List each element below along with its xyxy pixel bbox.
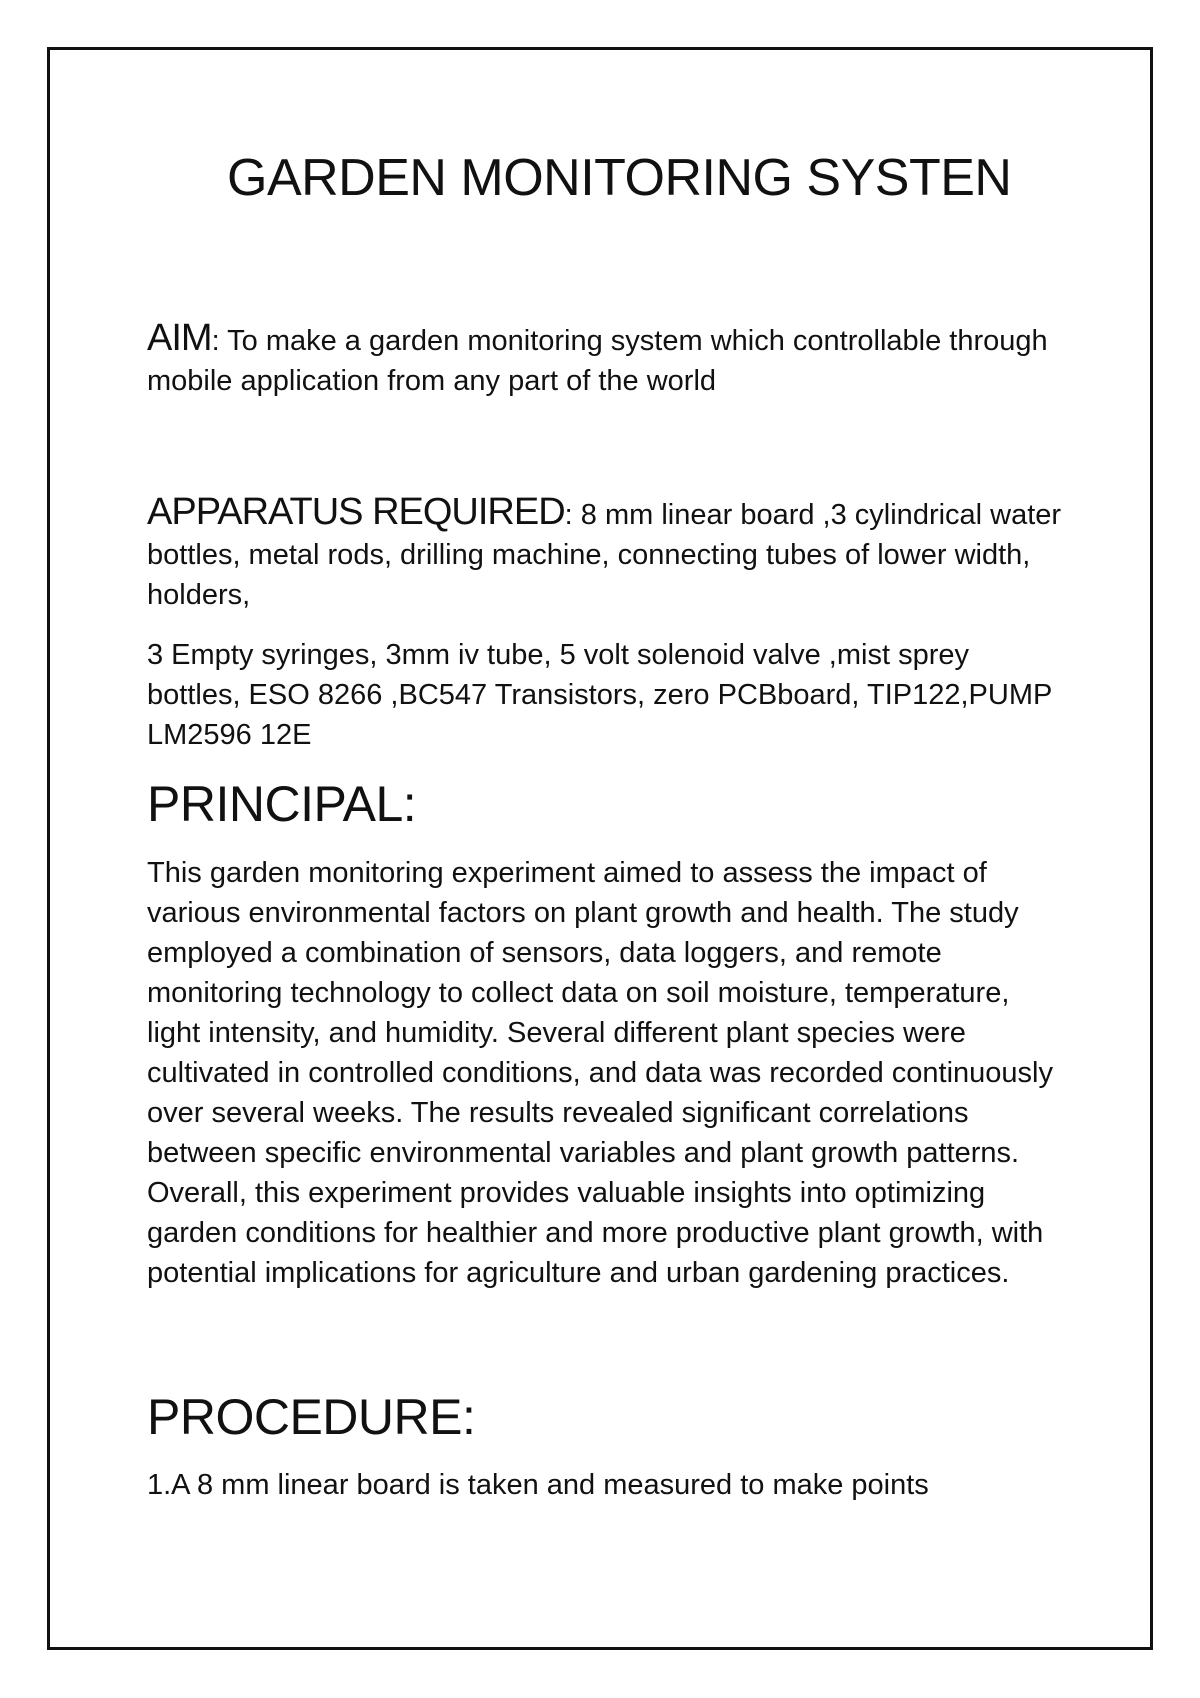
aim-text: : To make a garden monitoring system which controllable through mobile application from any part of the world <box>147 325 1048 397</box>
aim-paragraph <box>147 318 1067 401</box>
document-title: GARDEN MONITORING SYSTEN <box>227 149 1012 207</box>
apparatus-label: APPARATUS REQUIRED <box>147 491 565 533</box>
apparatus-paragraph-2: 3 Empty syringes, 3mm iv tube, 5 volt solenoid valve ,mist sprey bottles, ESO 8266 ,BC547 Transistors, zero PCBboard, TIP122,PUMP LM2596 12E <box>147 639 1052 751</box>
procedure-step-1: 1.A 8 mm linear board is taken and measured to make points <box>147 1469 929 1501</box>
aim-label: AIM <box>147 317 212 359</box>
apparatus-paragraph <box>147 492 1067 615</box>
apparatus-text: : 8 mm linear board ,3 cylindrical water bottles, metal rods, drilling machine, connecting tubes of lower width, holders, <box>147 499 1062 611</box>
principal-paragraph: This garden monitoring experiment aimed to assess the impact of various environmental factors on plant growth and health. The study employed a combination of sensors, data loggers, and remote monitoring technology to collect data on soil moisture, temperature, light intensity, and humidity. Several different plant species were cultivated in controlled conditions, and data was recorded continuously over several weeks. The results revealed significant correlations between specific environmental variables and plant growth patterns. Overall, this experiment provides valuable insights into optimizing garden conditions for healthier and more productive plant growth, with potential implications for agriculture and urban gardening practices. <box>147 857 1053 1289</box>
principal-heading: PRINCIPAL: <box>147 776 417 832</box>
procedure-heading: PROCEDURE: <box>147 1389 476 1445</box>
